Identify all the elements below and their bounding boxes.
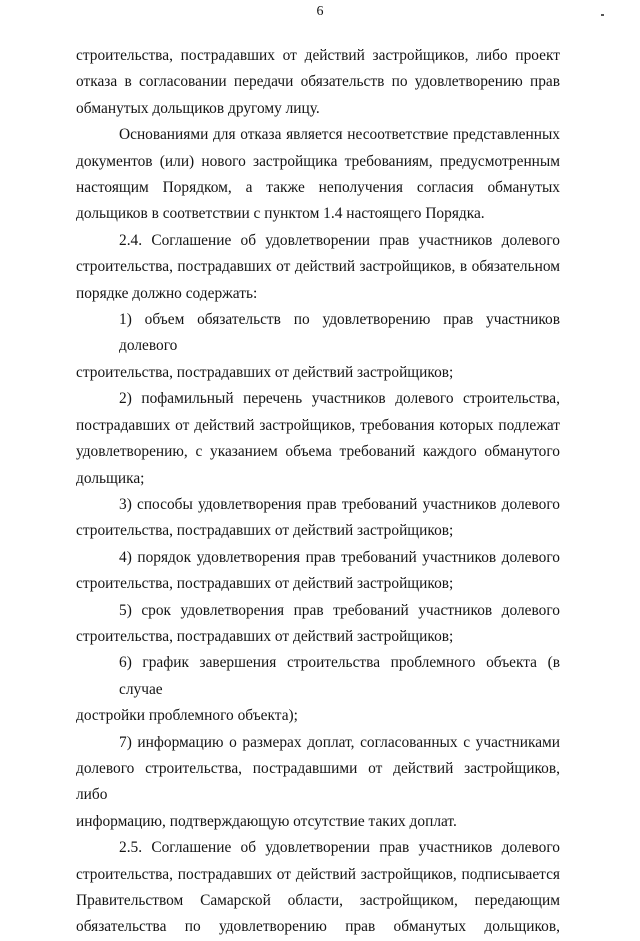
- paragraph: [76, 492, 560, 545]
- paragraph: [76, 122, 560, 228]
- text-line: дольщиков в соответствии с пунктом 1.4 настоящего Порядка.: [76, 205, 485, 223]
- paragraph: [76, 730, 560, 836]
- text-line: строительства, пострадавших от действий застройщиков;: [76, 627, 454, 645]
- text-line: 3) способы удовлетворения прав требований участников долевого: [119, 495, 560, 513]
- scan-speck: [601, 14, 604, 16]
- paragraph: [76, 43, 560, 122]
- text-line: порядке должно содержать:: [76, 284, 258, 302]
- page-number: 6: [316, 4, 324, 19]
- paragraph: [76, 228, 560, 307]
- text-line: отказа в согласовании передачи обязательств по удовлетворению прав: [76, 73, 560, 91]
- document-body: [76, 43, 560, 941]
- text-line: дольщика;: [76, 469, 145, 487]
- paragraph: [76, 386, 560, 492]
- text-line: настоящим Порядком, а также неполучения согласия обманутых: [76, 179, 560, 197]
- text-line: строительства, пострадавших от действий застройщиков, подписывается: [76, 865, 560, 883]
- text-line: 1) объем обязательств по удовлетворению прав участников долевого: [119, 311, 560, 355]
- text-line: Основаниями для отказа является несоответствие представленных: [119, 126, 560, 144]
- text-line: обманутых дольщиков другому лицу.: [76, 99, 320, 117]
- text-line: 4) порядок удовлетворения прав требований участников долевого: [119, 548, 560, 566]
- text-line: 7) информацию о размерах доплат, согласованных с участниками: [119, 733, 560, 751]
- text-line: обязательства по удовлетворению прав обманутых дольщиков,: [76, 918, 560, 936]
- text-line: 5) срок удовлетворения прав требований участников долевого: [119, 601, 560, 619]
- text-line: информацию, подтверждающую отсутствие таких доплат.: [76, 812, 457, 830]
- text-line: удовлетворению, с указанием объема требований каждого обманутого: [76, 443, 560, 461]
- text-line: строительства, пострадавших от действий застройщиков;: [76, 575, 454, 593]
- paragraph: [76, 545, 560, 598]
- text-line: документов (или) нового застройщика требованиям, предусмотренным: [76, 152, 560, 170]
- text-line: 6) график завершения строительства проблемного объекта (в случае: [119, 654, 560, 698]
- text-line: достройки проблемного объекта);: [76, 707, 298, 725]
- text-line: долевого строительства, пострадавшими от действий застройщиков, либо: [76, 759, 560, 804]
- text-line: строительства, пострадавших от действий застройщиков, в обязательном: [76, 258, 560, 276]
- text-line: строительства, пострадавших от действий застройщиков;: [76, 363, 454, 381]
- text-line: строительства, пострадавших от действий застройщиков, либо проект: [76, 47, 560, 64]
- text-line: 2) пофамильный перечень участников долевого строительства,: [119, 390, 560, 408]
- paragraph: [76, 307, 560, 386]
- paragraph: [76, 598, 560, 651]
- paragraph: [76, 835, 560, 941]
- text-line: Правительством Самарской области, застройщиком, передающим: [76, 892, 560, 909]
- text-line: пострадавших от действий застройщиков, требования которых подлежат: [76, 416, 560, 434]
- paragraph: [76, 650, 560, 729]
- text-line: 2.4. Соглашение об удовлетворении прав участников долевого: [119, 231, 560, 249]
- text-line: строительства, пострадавших от действий застройщиков;: [76, 522, 454, 540]
- text-line: 2.5. Соглашение об удовлетворении прав участников долевого: [119, 839, 560, 857]
